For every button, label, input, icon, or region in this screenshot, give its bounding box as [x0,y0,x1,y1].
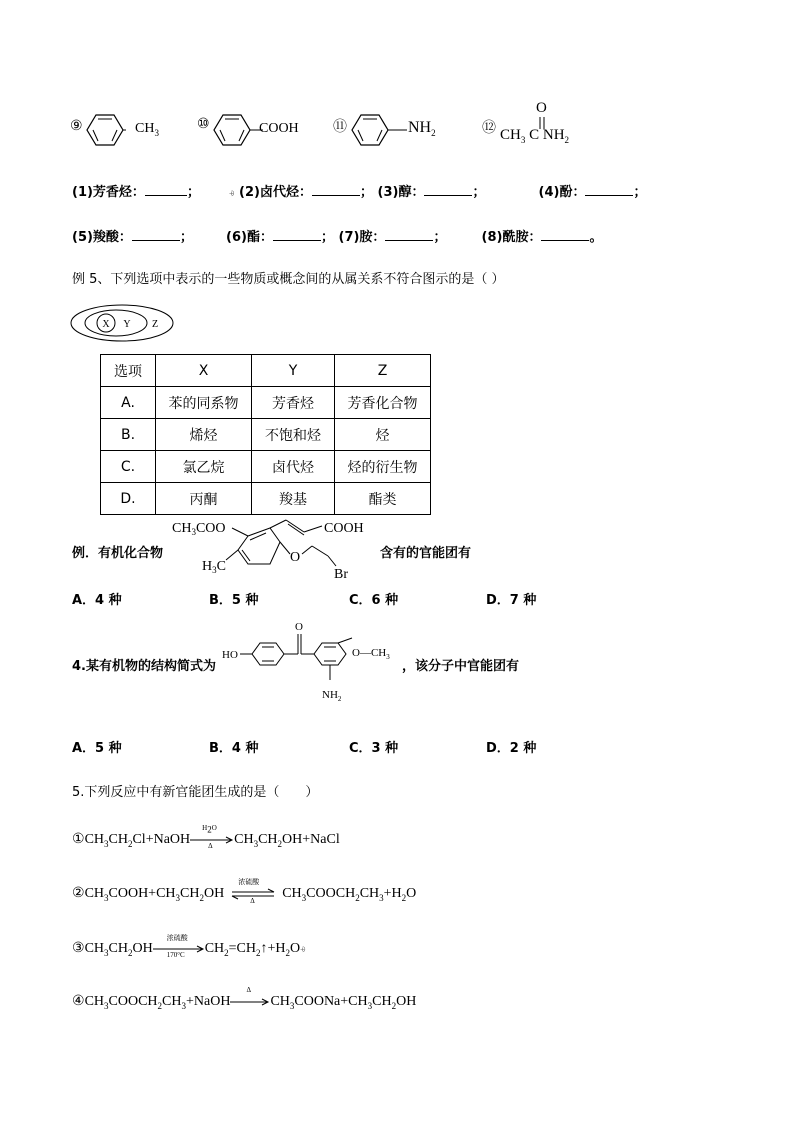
classify-item-7: (7)胺： ； [338,230,447,245]
table-row [101,419,431,451]
benzene-ring-icon [213,112,263,148]
mark-icon: ⨮ [300,945,306,954]
item-number-12: ⑫ [482,120,496,136]
table-header-row [101,355,431,387]
example-fg-prefix: 例．有机化合物 [72,546,164,561]
reaction-number: ① [72,832,85,847]
table-cell: 丙酮 [156,483,252,515]
q5-question: 5.下列反应中有新官能团生成的是（ ） [72,785,319,800]
venn-label-x: X [102,319,110,330]
example-fg-suffix: 含有的官能团有 [380,546,472,561]
classify-item-6: (6)酯： ； [226,230,334,245]
reaction-rhs: $CH_3CH_2OH+NaCl$ [234,832,340,849]
option-a[interactable]: A．5 种 [72,741,122,756]
reaction-lhs: $CH_3COOH+CH_3CH_2OH$ [84,886,225,903]
venn-label-y: Y [123,319,131,330]
option-a[interactable]: A．4 种 [72,593,122,608]
carbonyl-oxygen: O [536,100,547,116]
item-number-9: ⑨ [70,118,83,134]
bromine-label: Br [334,567,348,580]
reaction-lhs: $CH_3CH_2OH$ [84,941,153,958]
reaction-lhs: $CH_3COOCH_2CH_3+NaOH$ [84,994,231,1011]
answer-blank[interactable] [585,183,633,196]
classify-row-1 [72,181,646,200]
table-header-cell: X [156,355,252,387]
amide-formula: $CH_3$ C $NH_2$ [500,127,570,145]
table-cell: 芳香烃 [252,387,335,419]
answer-blank[interactable] [424,183,472,196]
option-c[interactable]: C．3 种 [349,741,399,756]
table-cell: 苯的同系物 [156,387,252,419]
structure-12 [482,100,592,150]
table-cell: 氯乙烷 [156,451,252,483]
classify-item-8: (8)酰胺： 。 [481,230,603,245]
table-cell: D. [101,483,156,515]
reaction-1 [72,823,340,850]
option-b[interactable]: B．5 种 [209,593,259,608]
table-header-cell: 选项 [101,355,156,387]
options-table [100,354,431,515]
structure-11 [333,112,453,152]
venn-diagram [70,303,176,343]
molecule-structure-2 [222,618,404,706]
table-cell: B. [101,419,156,451]
q4-suffix: ，该分子中官能团有 [402,659,520,674]
benzene-ring-icon [351,112,411,148]
reaction-arrow-icon: Δ [230,995,270,1009]
reaction-rhs: $CH_2=CH_2↑+H_2O$ [204,941,301,958]
amino-label: $NH_2$ [322,689,342,703]
table-cell: 卤代烃 [252,451,335,483]
answer-blank[interactable] [385,228,433,241]
classify-item-4: (4)酚： ； [538,185,647,200]
reaction-4 [72,985,417,1011]
classify-item-3: (3)醇： ； [377,185,486,200]
table-cell: 烃的衍生物 [335,451,431,483]
option-b[interactable]: B．4 种 [209,741,259,756]
ether-oxygen: O [290,550,301,565]
reaction-number: ④ [72,994,85,1009]
reaction-number: ② [72,886,85,901]
item-number-11: ⑪ [333,119,347,135]
carboxyl-group: COOH [259,121,299,136]
reaction-rhs: $CH_3COOCH_2CH_3+H_2O$ [282,886,417,903]
methyl-group: $CH_3$ [135,121,159,138]
venn-label-z: Z [151,319,159,330]
table-cell: 芳香化合物 [335,387,431,419]
reaction-arrow-icon: $H_2O$ Δ [190,833,234,847]
classify-item-2: (2)卤代烃： ； [239,185,373,200]
table-row [101,387,431,419]
reaction-lhs: $CH_3CH_2Cl+NaOH$ [84,832,191,849]
table-cell: 不饱和烃 [252,419,335,451]
structure-9 [70,112,170,152]
methoxy-label: $O—CH_3$ [352,647,390,661]
classify-item-5: (5)羧酸： ； [72,230,193,245]
table-header-cell: Y [252,355,335,387]
reaction-number: ③ [72,941,85,956]
benzene-ring-icon [86,112,126,148]
hydroxy-label: HO [222,649,238,661]
reaction-3 [72,933,306,959]
answer-blank[interactable] [541,228,589,241]
reaction-arrow-icon: 浓硫酸 170°C [153,942,205,956]
option-d[interactable]: D．7 种 [486,593,537,608]
reaction-2 [72,877,417,905]
ketone-oxygen: O [295,621,303,633]
table-row [101,483,431,515]
answer-blank[interactable] [273,228,321,241]
reaction-rhs: $CH_3COONa+CH_3CH_2OH$ [270,994,417,1011]
table-cell: 烃 [335,419,431,451]
classify-item-1: (1)芳香烃： ； [72,185,200,200]
reversible-arrow-icon: 浓硫酸 Δ [228,887,278,901]
table-cell: 羧基 [252,483,335,515]
structure-10 [197,112,307,152]
table-cell: 酯类 [335,483,431,515]
q4-prefix: 4.某有机物的结构简式为 [72,659,216,674]
table-cell: C. [101,451,156,483]
acetoxy-label: $CH_3COO$ [172,521,226,537]
classify-row-2 [72,226,602,245]
mark-icon: ⨮ [229,189,235,198]
table-header-cell: Z [335,355,431,387]
molecule-structure-1 [172,518,382,580]
amino-group: $NH_2$ [408,119,436,139]
cooh-label: COOH [324,521,364,536]
table-row [101,451,431,483]
option-d[interactable]: D．2 种 [486,741,537,756]
example5-question: 例 5、下列选项中表示的一些物质或概念间的从属关系不符合图示的是（ ） [72,272,505,287]
methyl-label: $H_3C$ [202,559,226,575]
option-c[interactable]: C．6 种 [349,593,399,608]
answer-blank[interactable] [145,183,187,196]
item-number-10: ⑩ [197,116,210,132]
table-cell: A. [101,387,156,419]
table-cell: 烯烃 [156,419,252,451]
answer-blank[interactable] [132,228,180,241]
answer-blank[interactable] [312,183,360,196]
